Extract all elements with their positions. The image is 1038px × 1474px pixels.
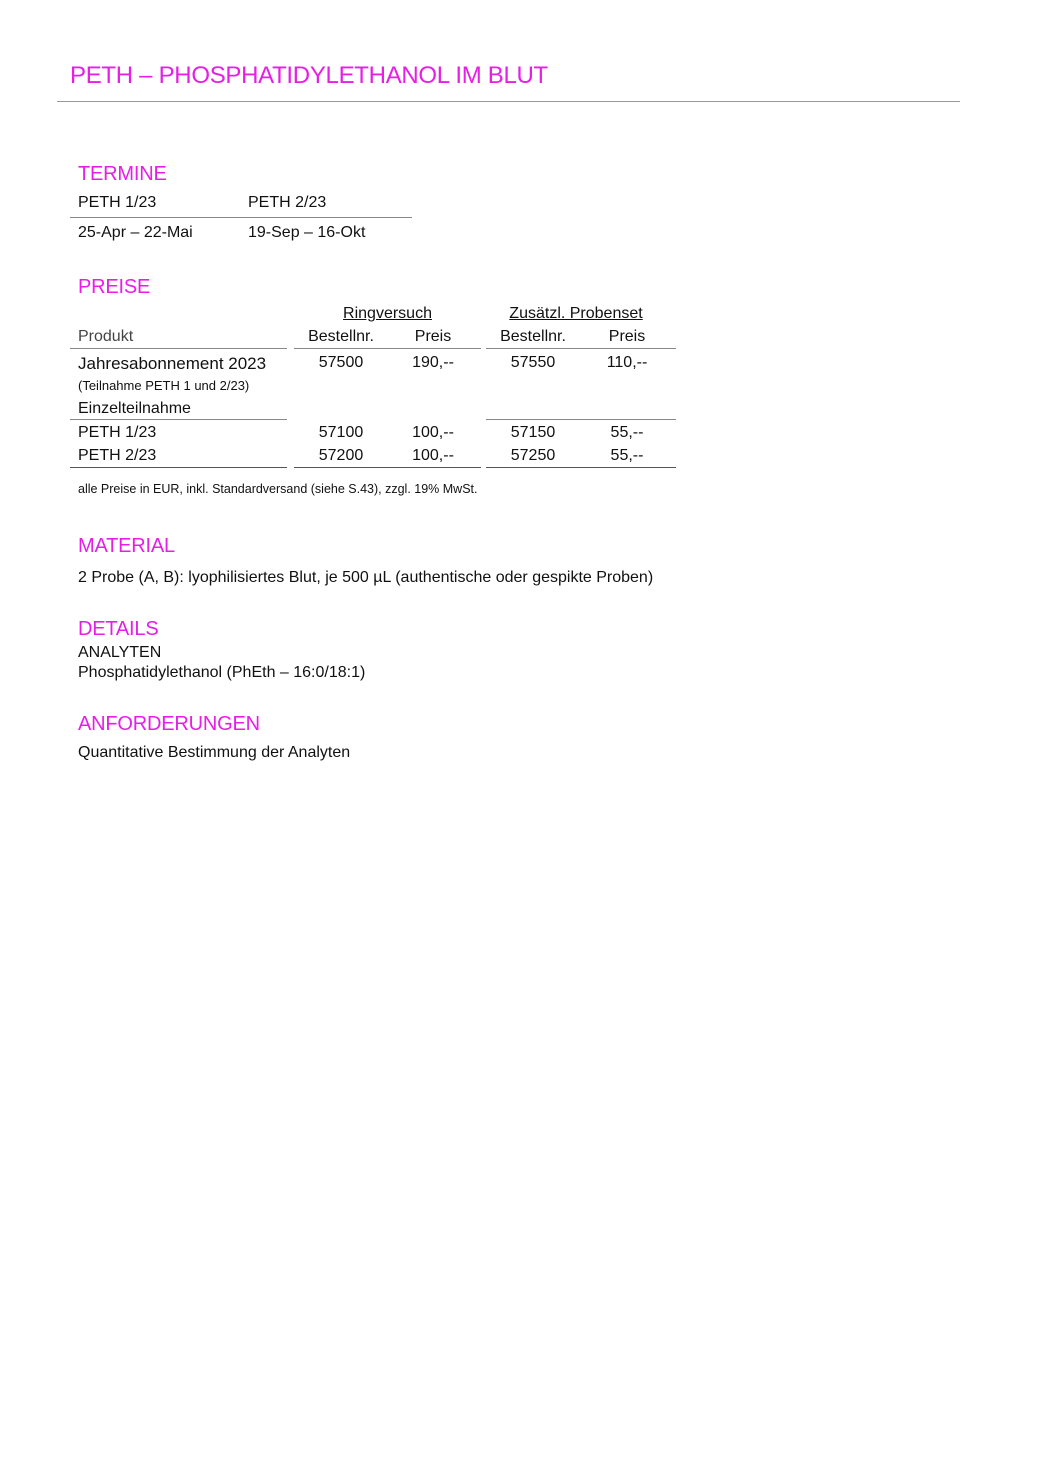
section-heading-anforderungen: ANFORDERUNGEN	[78, 713, 260, 735]
table-row-label: PETH 2/23	[78, 447, 157, 464]
table-header-divider	[486, 348, 676, 349]
abo-note: (Teilnahme PETH 1 und 2/23)	[78, 378, 250, 393]
termine-round-name: PETH 1/23	[78, 194, 157, 211]
table-bottom-rule	[70, 467, 287, 468]
details-text: Phosphatidylethanol (PhEth – 16:0/18:1)	[78, 664, 366, 681]
table-header-divider	[70, 348, 287, 349]
table-cell-ring-preis: 100,--	[412, 424, 454, 441]
column-header-preis: Preis	[608, 328, 646, 345]
details-subheading: ANALYTEN	[78, 644, 162, 661]
table-cell-set-bestellnr: 57250	[510, 447, 556, 464]
table-cell-set-bestellnr: 57150	[510, 424, 556, 441]
price-group-ringversuch: Ringversuch	[343, 305, 432, 322]
einzel-label: Einzelteilnahme	[78, 400, 191, 417]
column-header-produkt: Produkt	[78, 328, 134, 345]
section-heading-material: MATERIAL	[78, 535, 175, 557]
anforderungen-text: Quantitative Bestimmung der Analyten	[78, 744, 351, 761]
table-cell-ring-bestellnr: 57100	[318, 424, 364, 441]
table-row-label: PETH 1/23	[78, 424, 157, 441]
termine-round-dates: 19-Sep – 16-Okt	[248, 224, 366, 241]
price-group-probenset: Zusätzl. Probenset	[509, 305, 643, 322]
termine-round-dates: 25-Apr – 22-Mai	[78, 224, 193, 241]
page-title: PETH – PHOSPHATIDYLETHANOL IM BLUT	[70, 62, 548, 89]
column-header-preis: Preis	[414, 328, 452, 345]
abo-set-bestellnr: 57550	[510, 354, 556, 371]
termine-round-name: PETH 2/23	[248, 194, 327, 211]
table-bottom-rule	[294, 467, 481, 468]
column-header-bestellnr: Bestellnr.	[500, 328, 566, 345]
abo-ring-preis: 190,--	[412, 354, 454, 371]
table-header-divider	[294, 348, 481, 349]
table-cell-ring-preis: 100,--	[412, 447, 454, 464]
table-cell-set-preis: 55,--	[610, 447, 644, 464]
table-row-divider	[70, 419, 287, 420]
price-footnote: alle Preise in EUR, inkl. Standardversand (siehe S.43), zzgl. 19% MwSt.	[78, 482, 478, 496]
material-text: 2 Probe (A, B): lyophilisiertes Blut, je 500 µL (authentische oder gespikte Proben)	[78, 569, 654, 586]
abo-set-preis: 110,--	[606, 354, 648, 371]
abo-ring-bestellnr: 57500	[318, 354, 364, 371]
termine-divider	[70, 217, 412, 218]
table-bottom-rule	[486, 467, 676, 468]
section-heading-preise: PREISE	[78, 276, 151, 298]
table-row-divider	[486, 419, 676, 420]
title-divider	[57, 101, 960, 102]
table-cell-ring-bestellnr: 57200	[318, 447, 364, 464]
section-heading-termine: TERMINE	[78, 163, 167, 185]
table-cell-set-preis: 55,--	[610, 424, 644, 441]
abo-label: Jahresabonnement 2023	[78, 354, 267, 373]
column-header-bestellnr: Bestellnr.	[308, 328, 374, 345]
section-heading-details: DETAILS	[78, 618, 159, 640]
